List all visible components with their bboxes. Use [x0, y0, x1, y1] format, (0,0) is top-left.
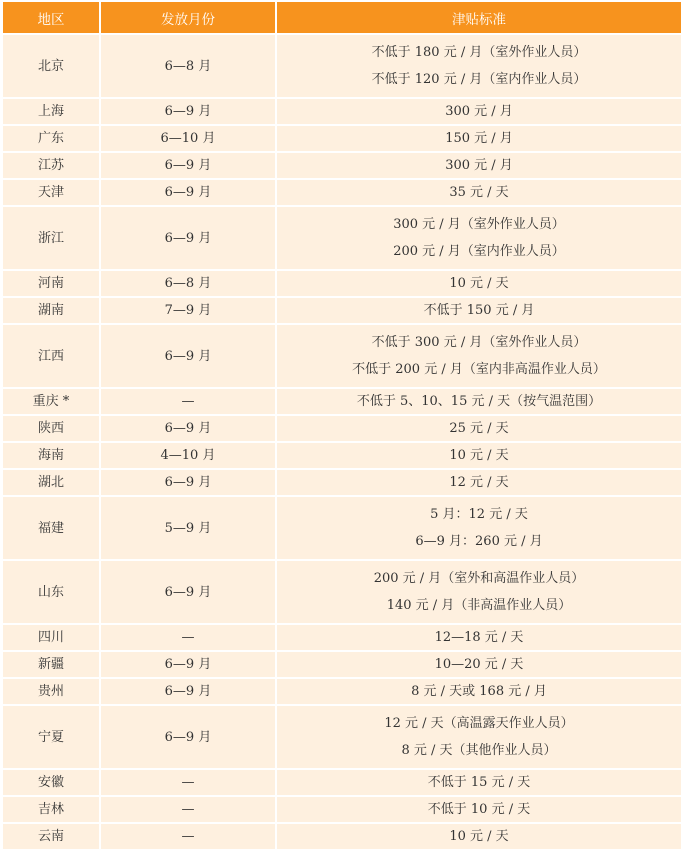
- standard-line: 12 元 / 天: [449, 475, 509, 490]
- standard-line: 不低于 15 元 / 天: [427, 775, 531, 790]
- months-cell: 4—10 月: [100, 442, 276, 469]
- standard-line: 10—20 元 / 天: [434, 657, 524, 672]
- table-row: [2, 270, 682, 297]
- standard-cell: [276, 705, 682, 769]
- region-cell: 海南: [2, 442, 100, 469]
- months-cell: —: [100, 624, 276, 651]
- standard-line: 10 元 / 天: [449, 448, 509, 463]
- standard-line: 不低于 120 元 / 月（室内作业人员）: [371, 72, 587, 87]
- region-cell: 北京: [2, 34, 100, 98]
- standard-cell: [276, 769, 682, 796]
- standard-cell: [276, 388, 682, 415]
- header-row: [2, 1, 682, 34]
- region-cell: 福建: [2, 496, 100, 560]
- months-cell: 6—9 月: [100, 705, 276, 769]
- region-cell: 江西: [2, 324, 100, 388]
- standard-line: 300 元 / 月（室外作业人员）: [393, 217, 565, 232]
- standard-line: 12 元 / 天（高温露天作业人员）: [384, 716, 574, 731]
- standard-cell: [276, 152, 682, 179]
- table-row: [2, 496, 682, 560]
- region-cell: 宁夏: [2, 705, 100, 769]
- months-cell: 6—10 月: [100, 125, 276, 152]
- months-cell: —: [100, 823, 276, 850]
- months-cell: 6—9 月: [100, 324, 276, 388]
- standard-cell: [276, 270, 682, 297]
- table-row: [2, 769, 682, 796]
- region-cell: 江苏: [2, 152, 100, 179]
- standard-line: 10 元 / 天: [449, 829, 509, 844]
- table-row: [2, 179, 682, 206]
- header-standard: 津贴标准: [276, 1, 682, 34]
- standard-line: 6—9 月：260 元 / 月: [415, 534, 543, 549]
- table-row: [2, 651, 682, 678]
- table-row: [2, 98, 682, 125]
- allowance-table: [1, 0, 683, 851]
- standard-cell: [276, 496, 682, 560]
- table-row: [2, 705, 682, 769]
- region-cell: 广东: [2, 125, 100, 152]
- region-cell: 吉林: [2, 796, 100, 823]
- table-row: [2, 34, 682, 98]
- table-row: [2, 678, 682, 705]
- standard-line: 12—18 元 / 天: [434, 630, 524, 645]
- region-cell: 安徽: [2, 769, 100, 796]
- table-row: [2, 796, 682, 823]
- table-row: [2, 152, 682, 179]
- months-cell: —: [100, 796, 276, 823]
- header-region: 地区: [2, 1, 100, 34]
- table-row: [2, 297, 682, 324]
- table-row: [2, 388, 682, 415]
- standard-cell: [276, 651, 682, 678]
- standard-cell: [276, 324, 682, 388]
- region-cell: 新疆: [2, 651, 100, 678]
- months-cell: 6—8 月: [100, 270, 276, 297]
- standard-cell: [276, 560, 682, 624]
- standard-line: 35 元 / 天: [449, 185, 509, 200]
- region-cell: 浙江: [2, 206, 100, 270]
- standard-cell: [276, 469, 682, 496]
- standard-line: 140 元 / 月（非高温作业人员）: [386, 598, 572, 613]
- months-cell: —: [100, 388, 276, 415]
- table-row: [2, 206, 682, 270]
- standard-cell: [276, 823, 682, 850]
- months-cell: 6—9 月: [100, 98, 276, 125]
- table-row: [2, 415, 682, 442]
- table-row: [2, 125, 682, 152]
- standard-line: 25 元 / 天: [449, 421, 509, 436]
- months-cell: 6—9 月: [100, 651, 276, 678]
- standard-line: 不低于 150 元 / 月: [423, 303, 535, 318]
- standard-line: 200 元 / 月（室内作业人员）: [393, 244, 565, 259]
- table-row: [2, 442, 682, 469]
- standard-cell: [276, 206, 682, 270]
- standard-line: 不低于 180 元 / 月（室外作业人员）: [371, 45, 587, 60]
- standard-line: 10 元 / 天: [449, 276, 509, 291]
- standard-cell: [276, 34, 682, 98]
- standard-cell: [276, 415, 682, 442]
- months-cell: 6—9 月: [100, 678, 276, 705]
- standard-line: 200 元 / 月（室外和高温作业人员）: [373, 571, 585, 586]
- standard-cell: [276, 624, 682, 651]
- standard-cell: [276, 442, 682, 469]
- months-cell: 6—9 月: [100, 152, 276, 179]
- region-cell: 山东: [2, 560, 100, 624]
- header-months: 发放月份: [100, 1, 276, 34]
- region-cell: 陕西: [2, 415, 100, 442]
- standard-cell: [276, 179, 682, 206]
- standard-line: 8 元 / 天或 168 元 / 月: [411, 684, 547, 699]
- months-cell: 6—9 月: [100, 469, 276, 496]
- region-cell: 天津: [2, 179, 100, 206]
- region-cell: 河南: [2, 270, 100, 297]
- standard-cell: [276, 98, 682, 125]
- standard-line: 不低于 5、10、15 元 / 天（按气温范围）: [356, 394, 602, 409]
- months-cell: 7—9 月: [100, 297, 276, 324]
- region-cell: 重庆 *: [2, 388, 100, 415]
- standard-cell: [276, 796, 682, 823]
- region-cell: 贵州: [2, 678, 100, 705]
- region-cell: 上海: [2, 98, 100, 125]
- months-cell: 6—9 月: [100, 179, 276, 206]
- standard-line: 8 元 / 天（其他作业人员）: [401, 743, 557, 758]
- months-cell: 5—9 月: [100, 496, 276, 560]
- standard-line: 5 月：12 元 / 天: [430, 507, 528, 522]
- months-cell: 6—9 月: [100, 206, 276, 270]
- standard-line: 300 元 / 月: [445, 158, 513, 173]
- standard-cell: [276, 678, 682, 705]
- table-row: [2, 560, 682, 624]
- months-cell: 6—9 月: [100, 415, 276, 442]
- table-row: [2, 324, 682, 388]
- standard-line: 不低于 200 元 / 月（室内非高温作业人员）: [352, 362, 606, 377]
- standard-line: 300 元 / 月: [445, 104, 513, 119]
- standard-cell: [276, 297, 682, 324]
- months-cell: 6—8 月: [100, 34, 276, 98]
- region-cell: 湖北: [2, 469, 100, 496]
- standard-line: 150 元 / 月: [445, 131, 513, 146]
- standard-cell: [276, 125, 682, 152]
- standard-line: 不低于 10 元 / 天: [427, 802, 531, 817]
- region-cell: 云南: [2, 823, 100, 850]
- months-cell: —: [100, 769, 276, 796]
- table-row: [2, 624, 682, 651]
- standard-line: 不低于 300 元 / 月（室外作业人员）: [371, 335, 587, 350]
- table-row: [2, 823, 682, 850]
- region-cell: 湖南: [2, 297, 100, 324]
- months-cell: 6—9 月: [100, 560, 276, 624]
- region-cell: 四川: [2, 624, 100, 651]
- table-row: [2, 469, 682, 496]
